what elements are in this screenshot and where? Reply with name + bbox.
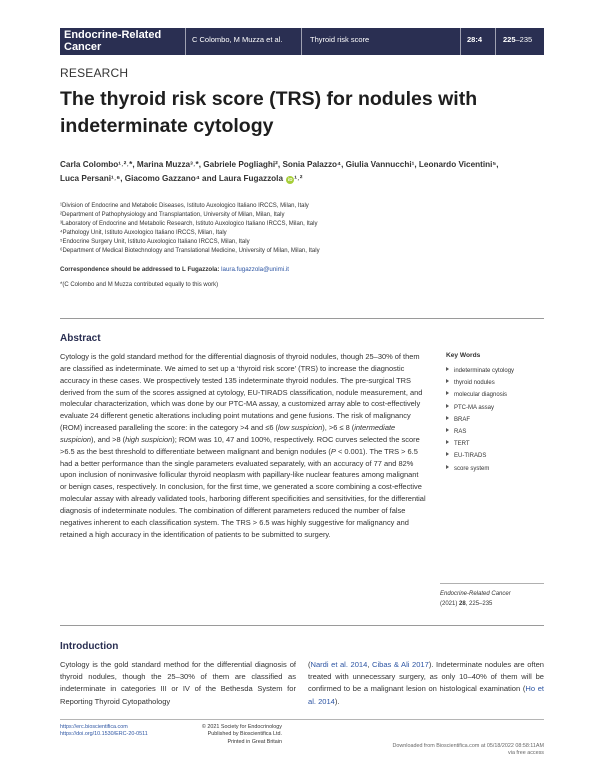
citation-box — [440, 583, 544, 609]
keyword-item: score system — [446, 463, 546, 475]
journal-name-line2: Cancer — [64, 40, 102, 53]
author-affiliation-marks: ¹˒² — [294, 174, 303, 183]
reference-link[interactable]: Ho et al. 2014 — [308, 684, 544, 706]
reference-link[interactable]: Cibas & Ali 2017 — [372, 660, 429, 669]
journal-name-line1: Endocrine-Related — [64, 29, 162, 41]
download-line: Downloaded from Bioscientifica.com at 05/18/2022 08:58:11AM — [392, 743, 544, 749]
header-divider — [460, 28, 461, 55]
bullet-triangle-icon — [446, 465, 449, 469]
header-authors: C Colombo, M Muzza et al. — [192, 35, 283, 44]
header-short-title: Thyroid risk score — [310, 35, 370, 44]
abstract-body — [60, 351, 426, 541]
header-volume-issue: 28:4 — [467, 35, 483, 44]
correspondence-label: Correspondence should be addressed to L Fugazzola: — [60, 266, 220, 273]
intro-paragraph: (Nardi et al. 2014, Cibas & Ali 2017). Indeterminate nodules are often treated with unnecessary surgery, as only 10–40% of them will be confirmed to be a malignant lesion on histological examination (Ho et al. 2014). — [308, 660, 544, 706]
footer-links — [60, 724, 148, 739]
publisher-line: Published by Bioscientifica Ltd. — [207, 731, 282, 738]
divider — [60, 625, 544, 626]
divider — [60, 318, 544, 319]
keywords-box — [446, 352, 546, 475]
bullet-triangle-icon — [446, 367, 449, 371]
download-stamp — [380, 743, 544, 758]
keyword-item: TERT — [446, 438, 546, 450]
header-page-end: –235 — [515, 35, 533, 44]
bullet-triangle-icon — [446, 440, 449, 444]
header-divider — [495, 28, 496, 55]
author-line: Carla Colombo¹˒²˒*, Marina Muzza³˒*, Gabriele Pogliaghi², Sonia Palazzo⁴, Giulia Vannucchi¹, Leonardo Vicentini⁵, — [60, 160, 499, 169]
doi-link[interactable]: https://doi.org/10.1530/ERC-20-0511 — [60, 731, 148, 738]
affiliation-item: ⁴Pathology Unit, Istituto Auxologico Italiano IRCCS, Milan, Italy — [60, 230, 227, 237]
affiliation-item: ⁵Endocrine Surgery Unit, Istituto Auxologico Italiano IRCCS, Milan, Italy — [60, 239, 250, 246]
orcid-icon[interactable]: iD — [288, 177, 293, 182]
footer-divider — [60, 719, 544, 720]
bullet-triangle-icon — [446, 428, 449, 432]
intro-paragraph: Cytology is the gold standard method for the differential diagnosis of thyroid nodules, though the 25–30% of them are classified as indeterminate in categories III or IV of the Bethesda System for Reporting Thyroid Cytopathology — [60, 660, 296, 706]
journal-header-bar — [60, 28, 544, 55]
journal-name — [64, 30, 182, 53]
keyword-item: PTC-MA assay — [446, 402, 546, 414]
introduction-heading: Introduction — [60, 641, 119, 652]
keyword-item: molecular diagnosis — [446, 389, 546, 401]
keywords-title: Key Words — [446, 352, 481, 359]
author-line-text: Luca Persani¹˒⁶, Giacomo Gazzano⁴ and Laura Fugazzola — [60, 174, 284, 183]
affiliation-list — [60, 202, 520, 257]
journal-website-link[interactable]: https://erc.bioscientifica.com — [60, 724, 128, 730]
access-line: via free access — [508, 750, 544, 757]
author-line — [60, 172, 545, 186]
header-pages — [503, 35, 532, 44]
affiliation-item: ³Laboratory of Endocrine and Metabolic Research, Istituto Auxologico Italiano IRCCS, Milan, Italy — [60, 221, 318, 228]
equal-contribution-note: *(C Colombo and M Muzza contributed equally to this work) — [60, 282, 219, 288]
keyword-item: EU-TIRADS — [446, 450, 546, 462]
affiliation-item: ⁶Department of Medical Biotechnology and Translational Medicine, University of Milan, Milan, Italy — [60, 248, 320, 255]
article-title: The thyroid risk score (TRS) for nodules with indeterminate cytology — [60, 88, 478, 137]
abstract-heading: Abstract — [60, 333, 101, 344]
bullet-triangle-icon — [446, 379, 449, 383]
affiliation-item: ²Department of Pathophysiology and Transplantation, University of Milan, Milan, Italy — [60, 212, 285, 219]
bullet-triangle-icon — [446, 452, 449, 456]
citation-details: (2021) 28, 225–235 — [440, 600, 493, 607]
footer-copyright — [200, 724, 282, 746]
header-page-start: 225 — [503, 35, 516, 44]
printed-line: Printed in Great Britain — [227, 738, 282, 745]
reference-link[interactable]: Nardi et al. 2014 — [310, 660, 368, 669]
copyright-line: © 2021 Society for Endocrinology — [201, 724, 282, 730]
citation-journal: Endocrine-Related Cancer — [440, 591, 511, 597]
correspondence-email-link[interactable]: laura.fugazzola@unimi.it — [221, 266, 290, 273]
affiliation-item: ¹Division of Endocrine and Metabolic Diseases, Istituto Auxologico Italiano IRCCS, Milan, Italy — [60, 203, 309, 209]
intro-column-left — [60, 659, 296, 708]
header-divider — [301, 28, 302, 55]
abstract-paragraph: Cytology is the gold standard method for the differential diagnosis of thyroid nodules, though 25–30% of them are classified as indeterminate. We aimed to set up a ‘thyroid risk score’ (TRS) to increase the diagnostic accuracy in these cases. We prospectively tested 135 indeterminate thyroid nodules. The pre-surgical TRS derived from the sum of the scores assigned at cytology, EU-TIRADS classification, nodule measurement, and molecular characterization, which was done by our PTC-MA assay, a customized array able to cost-effectively evaluate 24 different genetic alterations including point mutations and gene fusions. The risk of malignancy (ROM) increased paralleling the score: in the category >4 and ≤6 (low suspicion), >6 ≤ 8 (intermediate suspicion), and >8 (high suspicion); ROM was 10, 47 and 100%, respectively. ROC curves selected the score >6.5 as the best threshold to differentiate between malignant and benign nodules (P < 0.001). The TRS > 6.5 had a better performance than the single parameters evaluated separately, with an accuracy of 77 and 82% upon inclusion of noninvasive follicular thyroid neoplasm with papillary-like nuclear features among malignant or benign cases, respectively. In conclusion, for the first time, we generated a score combining a cost-effective molecular assay with already validated tools, harboring different specificities and sensitivities, for the differential diagnosis of indeterminate nodules. The combination of different parameters reduced the number of false negatives inherent to each classification system. The TRS > 6.5 was highly suggestive for malignancy and retained a high accuracy in the identification of patients to be submitted to surgery. — [60, 352, 426, 539]
bullet-triangle-icon — [446, 391, 449, 395]
keyword-item: BRAF — [446, 414, 546, 426]
correspondence — [60, 266, 289, 273]
author-list — [60, 158, 545, 186]
article-type-label: RESEARCH — [60, 66, 129, 80]
intro-column-right — [308, 659, 544, 708]
bullet-triangle-icon — [446, 416, 449, 420]
keyword-item: RAS — [446, 426, 546, 438]
header-divider — [185, 28, 186, 55]
keyword-item: thyroid nodules — [446, 377, 546, 389]
keyword-item: indeterminate cytology — [446, 365, 546, 377]
bullet-triangle-icon — [446, 404, 449, 408]
